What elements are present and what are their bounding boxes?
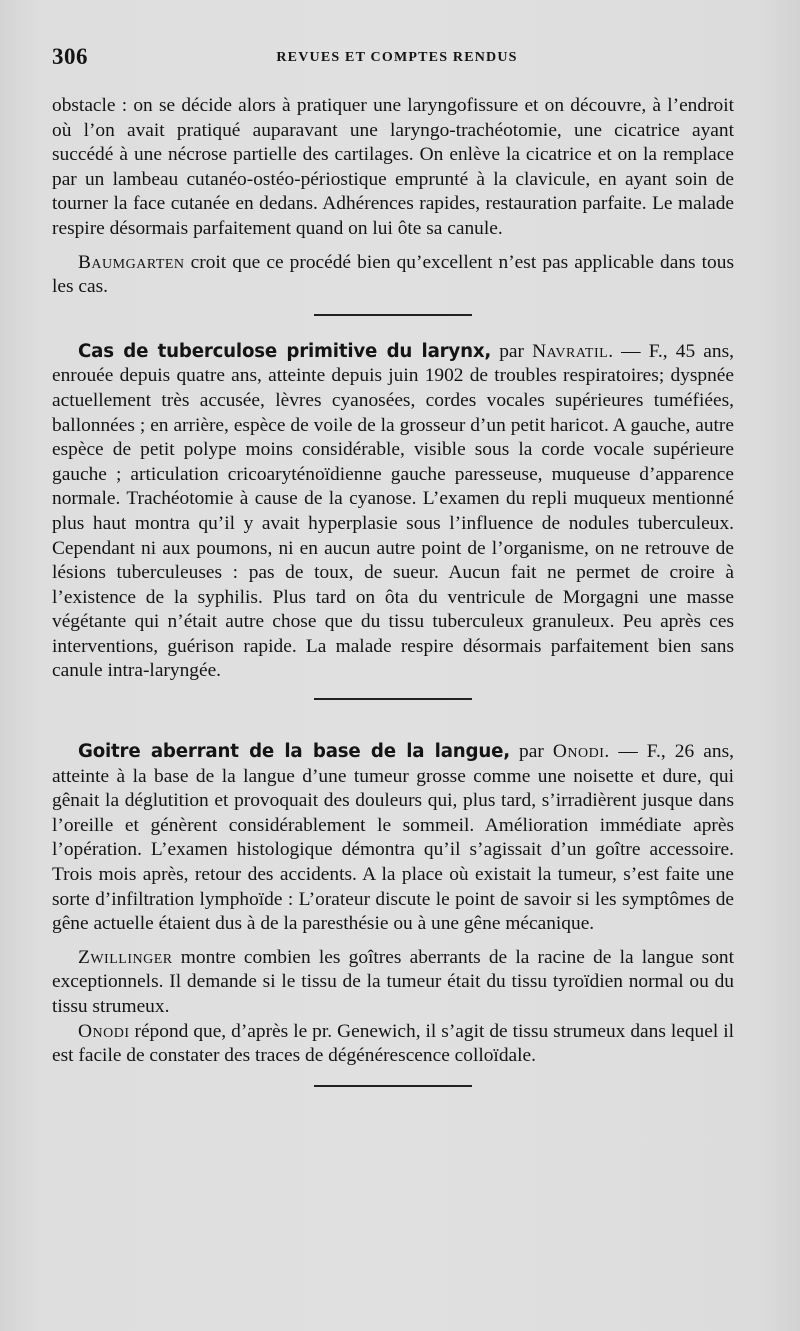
- section-title: Cas de tuberculose primitive du larynx,: [78, 340, 492, 362]
- paragraph-zwillinger: [52, 946, 734, 1020]
- author-name: Navratil: [532, 340, 609, 362]
- section-divider: [314, 698, 472, 700]
- paragraph-text: . — F., 26 ans, atteinte à la base de la langue d’une tumeur grosse comme une noisette et dure, qui gênait la déglutition et provoquait des douleurs qui, plus tard, s’irradièrent jusque dans l’oreille et génèrent considérablement le sommeil. Amélioration immédiate après l’opération. L’examen histologique démontra qu’il s’agissait d’un goître accessoire. Trois mois après, retour des accidents. A la place où existait la tumeur, s’est faite une sorte d’infiltration lymphoïde : L’orateur discute le point de savoir si les symptômes de gêne actuelle étaient dus à de la paresthésie ou à une gêne mécanique.: [52, 741, 734, 935]
- paragraph-text: répond que, d’après le pr. Genewich, il s’agit de tissu strumeux dans lequel il est facile de constater des traces de dégénérescence colloïdale.: [52, 1020, 734, 1067]
- author-name: Onodi: [78, 1020, 130, 1042]
- paragraph-continuation: obstacle : on se décide alors à pratiquer une laryngofissure et on découvre, à l’endroit où l’on avait pratiqué auparavant une laryngo-trachéotomie, une cicatrice ayant succédé à une nécrose partielle des cartilages. On enlève la cicatrice et on la remplace par un lambeau cutanéo-ostéo-périostique emprunté à la clavicule, en ayant soin de tourner la face cutanée en dedans. Adhérences rapides, restauration parfaite. Le malade respire désormais parfaitement quand on lui ôte sa canule.: [52, 95, 734, 239]
- by-word: par: [491, 340, 533, 362]
- page-body: [52, 94, 734, 1087]
- paragraph-text: . — F., 45 ans, enrouée depuis quatre ans, atteinte depuis juin 1902 de troubles respiratoires; dyspnée actuellement très accusée, lèvres cyanosées, cordes vocales supérieures tuméfiées, ballonnées ; en arrière, espèce de voile de la grosseur d’un petit haricot. A gauche, autre espèce de petit polype moins considérable, visible sous la corde vocale supérieure gauche ; articulation cricoaryténoïdienne gauche paresseuse, muqueuse d’apparence normale. Trachéotomie à cause de la cyanose. L’examen du repli muqueux mentionné plus haut montra qu’il y avait hyperplasie sous l’influence de nodules tuberculeux. Cependant ni aux poumons, ni en aucun autre point de l’organisme, on ne retrouve de lésions tuberculeuses : pas de toux, de sueur. Aucun fait ne permet de croire à l’existence de la syphilis. Plus tard on ôta du ventricule de Morgagni une masse végétante qui n’était autre chose que du tissu tuberculeux granuleux. Peu après ces interventions, guérison rapide. La malade respire désormais parfaitement bien sans canule intra-laryngée.: [52, 340, 734, 682]
- section-tuberculose: [52, 340, 734, 684]
- by-word: par: [509, 741, 553, 763]
- paragraph-text: montre combien les goîtres aberrants de la racine de la langue sont exceptionnels. Il demande si le tissu de la tumeur était du tissu tyroïdien normal ou du tissu strumeux.: [52, 946, 734, 1017]
- section-title: Goitre aberrant de la base de la langue,: [78, 741, 510, 763]
- page-number: 306: [52, 44, 88, 69]
- running-head: REVUES ET COMPTES RENDUS: [276, 50, 518, 65]
- paragraph-text: croit que ce procédé bien qu’excellent n’est pas applicable dans tous les cas.: [52, 251, 734, 298]
- paragraph-baumgarten: [52, 251, 734, 300]
- section-divider: [314, 314, 472, 316]
- author-name: Onodi: [552, 741, 605, 763]
- author-name: Zwillinger: [78, 946, 173, 968]
- page-header: [52, 44, 742, 74]
- section-divider: [314, 1085, 472, 1087]
- paragraph-onodi-reply: [52, 1020, 734, 1069]
- section-goitre: [52, 740, 734, 937]
- author-name: Baumgarten: [78, 251, 185, 273]
